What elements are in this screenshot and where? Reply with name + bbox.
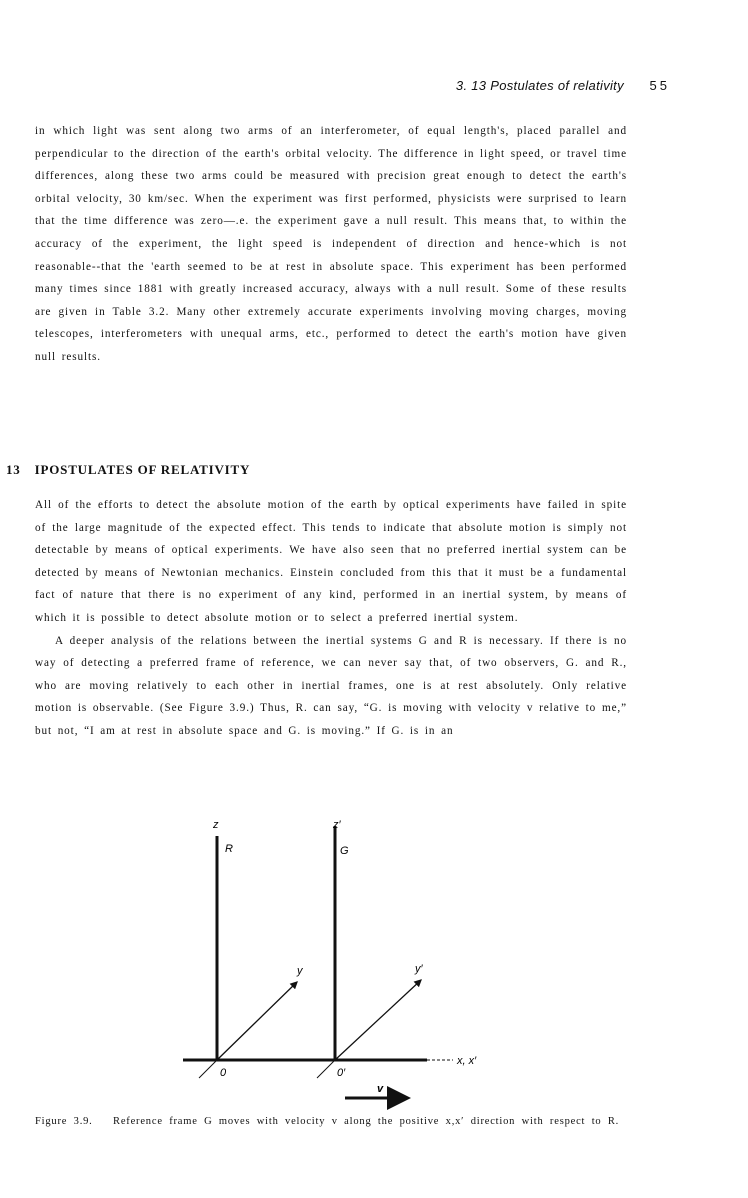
label-frame-g: G [340,845,349,857]
label-origin-right: 0′ [337,1067,346,1079]
y-axis-right [335,980,421,1060]
page-number: 55 [649,78,670,93]
figure-3-9 [175,812,495,1112]
label-frame-r: R [225,843,233,855]
section-heading [6,462,250,478]
label-y-left: y [297,965,303,977]
body-text-top [35,120,627,369]
y-axis-left [217,982,297,1060]
paragraph: All of the efforts to detect the absolute motion of the earth by optical experiments have failed in spite of the large magnitude of the expected effect. This tends to indicate that absolute motion is simply not detectable by means of optical experiments. We have also seen that no preferred inertial system can be detected by means of Newtonian mechanics. Einstein concluded from this that it must be a fundamental fact of nature that there is no experiment of any kind, performed in an inertial system, by means of which it is possible to detect absolute motion or to select a preferred inertial system. [35,499,627,624]
label-x-axis: x, x′ [457,1055,477,1067]
caption-label: Figure 3.9. [35,1116,93,1127]
running-title: 3. 13 Postulates of relativity [455,78,624,93]
paragraph: in which light was sent along two arms of an interferometer, of equal length's, placed parallel and perpendicular to the direction of the earth's orbital velocity. The difference in light speed, or travel time differences, along these two arms could be measured with precision great enough to detect the earth's orbital velocity, 30 km/sec. When the experiment was first performed, physicists were surprised to learn that the time difference was zero—.e. the experiment gave a null result. This means that, to within the accuracy of the experiment, the light speed is independent of direction and hence-which is not reasonable--that the 'earth seemed to be at rest in absolute space. This experiment has been performed many times since 1881 with greatly increased accuracy, always with a null result. Some of these results are given in Table 3.2. Many other extremely accurate experiments involving moving charges, moving telescopes, interferometers with unequal arms, etc., performed to detect the earth's motion have given null results. [35,125,627,363]
reference-frames-diagram [175,812,495,1112]
label-velocity: v [377,1083,384,1095]
label-y-right: y′ [415,963,423,975]
running-header [456,78,670,93]
figure-caption [35,1112,627,1131]
label-z-right: z′ [333,819,341,831]
paragraph: A deeper analysis of the relations between the inertial systems G and R is necessary. If there is no way of detecting a preferred frame of reference, we can never say that, of two observers, G. and R., who are moving relatively to each other in inertial frames, one is at rest absolutely. Only relative motion is observable. (See Figure 3.9.) Thus, R. can say, “G. is moving with velocity v relative to me,” but not, “I am at rest in absolute space and G. is moving.” If G. is in an [35,634,627,737]
section-title: IPOSTULATES OF RELATIVITY [34,462,251,477]
neg-diagonal-right [317,1060,335,1078]
label-z-left: z [213,819,219,831]
body-text-section [35,494,627,743]
section-number: 13 [6,462,21,477]
label-origin-left: 0 [220,1067,227,1079]
caption-text: Reference frame G moves with velocity v along the positive x,x′ direction with respect to R. [113,1116,620,1127]
neg-diagonal-left [199,1060,217,1078]
